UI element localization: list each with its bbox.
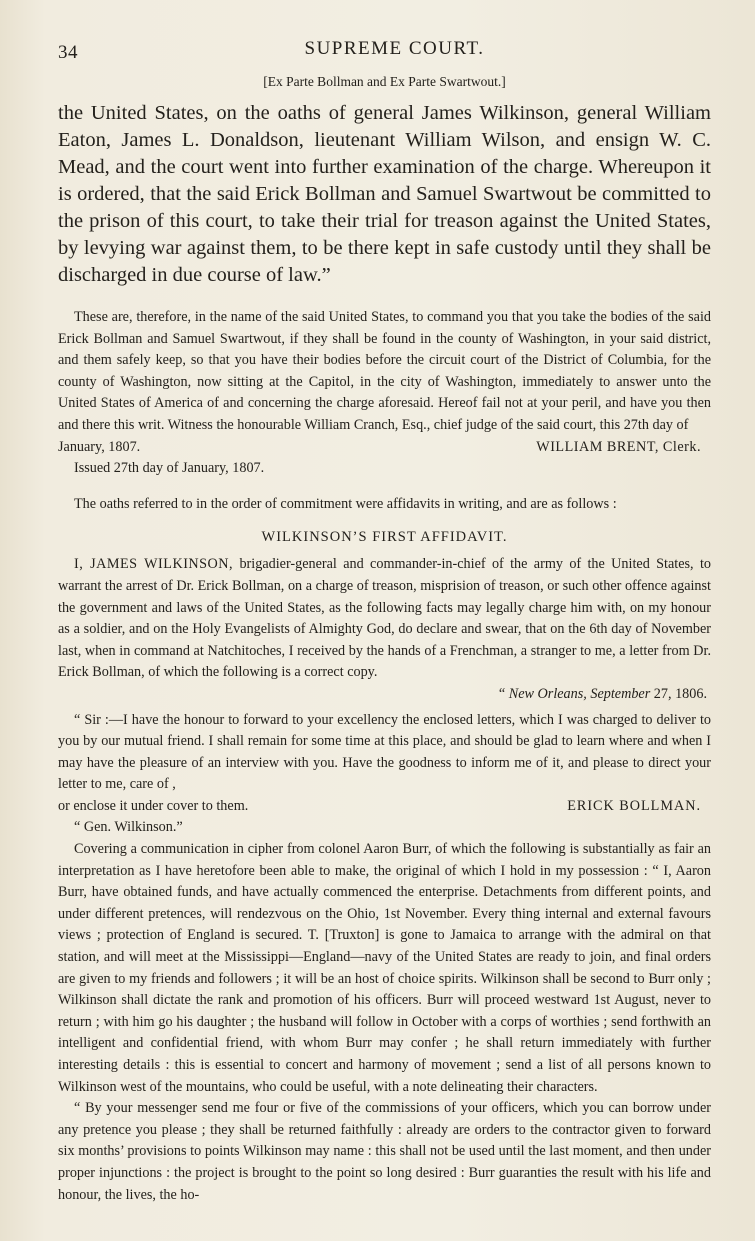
affidavit-title: WILKINSON’S FIRST AFFIDAVIT. xyxy=(261,529,508,546)
affidavit-body: brigadier-general and commander-in-chief of the army of the United States, to warrant the arrest of Dr. Erick Bollman, on a charge of treason, misprision of treason, or such other offence against the government and laws of the United States, as the following facts may legally charge him with, on my honour as a soldier, and on the Holy Evangelists of Almighty God, do declare and swear, that on the 6th day of November last, when in command at Natchitoches, I received by the hands of a Frenchman, a stranger to me, a letter from Dr. Erick Bollman, of which the following is a correct copy. xyxy=(58,556,711,681)
messenger-paragraph: “ By your messenger send me four or five of the commissions of your officers, which you can borrow under any pretence you please ; they shall be returned faithfully : already are orders to the contractor given to forward six months’ provisions to points Wilkinson may name : this shall not be used until the last moment, and then under proper injunctions : the project is brought to the point so long desired : Burr guaranties the result with his life and honour, the lives, the ho- xyxy=(58,1100,711,1203)
letter-signature: ERICK BOLLMAN. xyxy=(567,797,701,814)
order-paragraph: the United States, on the oaths of general James Wilkinson, general William Eaton, James L. Donaldson, lieutenant William Wilson, and ensign W. C. Mead, and the court went into further examination of the charge. Whereupon it is ordered, that the said Erick Bollman and Samuel Swartwout be committed to the prison of this court, to take their trial for treason against the United States, by levying war against them, to be there kept in safe custody until they shall be discharged in due course of law.” xyxy=(58,102,711,286)
oaths-intro: The oaths referred to in the order of commitment were affidavits in writing, and are as follows : xyxy=(74,495,617,512)
case-title: [Ex Parte Bollman and Ex Parte Swartwout.] xyxy=(263,74,506,89)
dateline-place: New Orleans, September xyxy=(508,685,651,702)
letter-dateline: “ New Orleans, September 27, 1806. xyxy=(498,685,707,702)
letter-addressee: “ Gen. Wilkinson.” xyxy=(74,819,183,836)
affidavit-paragraph xyxy=(58,554,711,684)
running-head: SUPREME COURT. xyxy=(304,38,485,59)
warrant-paragraph: These are, therefore, in the name of the said United States, to command you that you take the bodies of the said Erick Bollman and Samuel Swartwout, if they shall be found in the county of Washington, in your said district, and them safely keep, so that you have their bodies before the circuit court of the District of Columbia, for the county of Washington, now sitting at the Capitol, in the city of Washington, immediately to answer unto the United States of America of and concerning the charge aforesaid. Hereof fail not at your peril, and have you then and there this writ. Witness the honourable William Cranch, Esq., chief judge of the said court, this 27th day of xyxy=(58,309,711,433)
warrant-signature: WILLIAM BRENT, Clerk. xyxy=(536,438,701,455)
warrant-date: January, 1807. xyxy=(58,438,141,455)
dateline-date: 27, 1806. xyxy=(650,685,707,702)
warrant-date-row xyxy=(58,437,711,459)
affidavit-lead: I, JAMES WILKINSON, xyxy=(74,556,234,573)
cipher-paragraph: Covering a communication in cipher from colonel Aaron Burr, of which the following is substantially as fair an interpretation as I have heretofore been able to make, the original of which I hold in my possession : “ I, Aaron Burr, have obtained funds, and have actually commenced the enterprise. Detachments from different points, and under different pretences, will rendezvous on the Ohio, 1st November. Every thing internal and external favours views ; protection of England is secured. T. [Truxton] is gone to Jamaica to arrange with the admiral on that station, and will meet at the Mississippi—England—navy of the United States are ready to join, and final orders are given to my friends and followers ; it will be an host of choice spirits. Wilkinson shall be second to Burr only ; Wilkinson shall dictate the rank and promotion of his officers. Burr will proceed westward 1st August, never to return ; with him go his daughter ; the husband will follow in October with a corps of worthies ; send forthwith an intelligent and confidential friend, with whom Burr may confer ; he shall return immediately with further interesting details : this is essential to concert and harmony of movement ; send a list of all persons known to Wilkinson west of the mountains, who could be useful, with a note delineating their characters. xyxy=(58,841,711,1095)
letter-paragraph: “ Sir :—I have the honour to forward to your excellency the enclosed letters, which I was charged to deliver to you by our mutual friend. I shall remain for some time at this place, and should be glad to learn where and when I may have the pleasure of an interview with you. Have the goodness to inform me of it, and please to direct your letter to me, care of , xyxy=(58,711,711,793)
page-number: 34 xyxy=(58,42,78,63)
letter-close: or enclose it under cover to them. xyxy=(58,797,249,814)
warrant-issued: Issued 27th day of January, 1807. xyxy=(74,460,265,477)
letter-close-row xyxy=(58,796,711,818)
page-header xyxy=(58,38,711,68)
